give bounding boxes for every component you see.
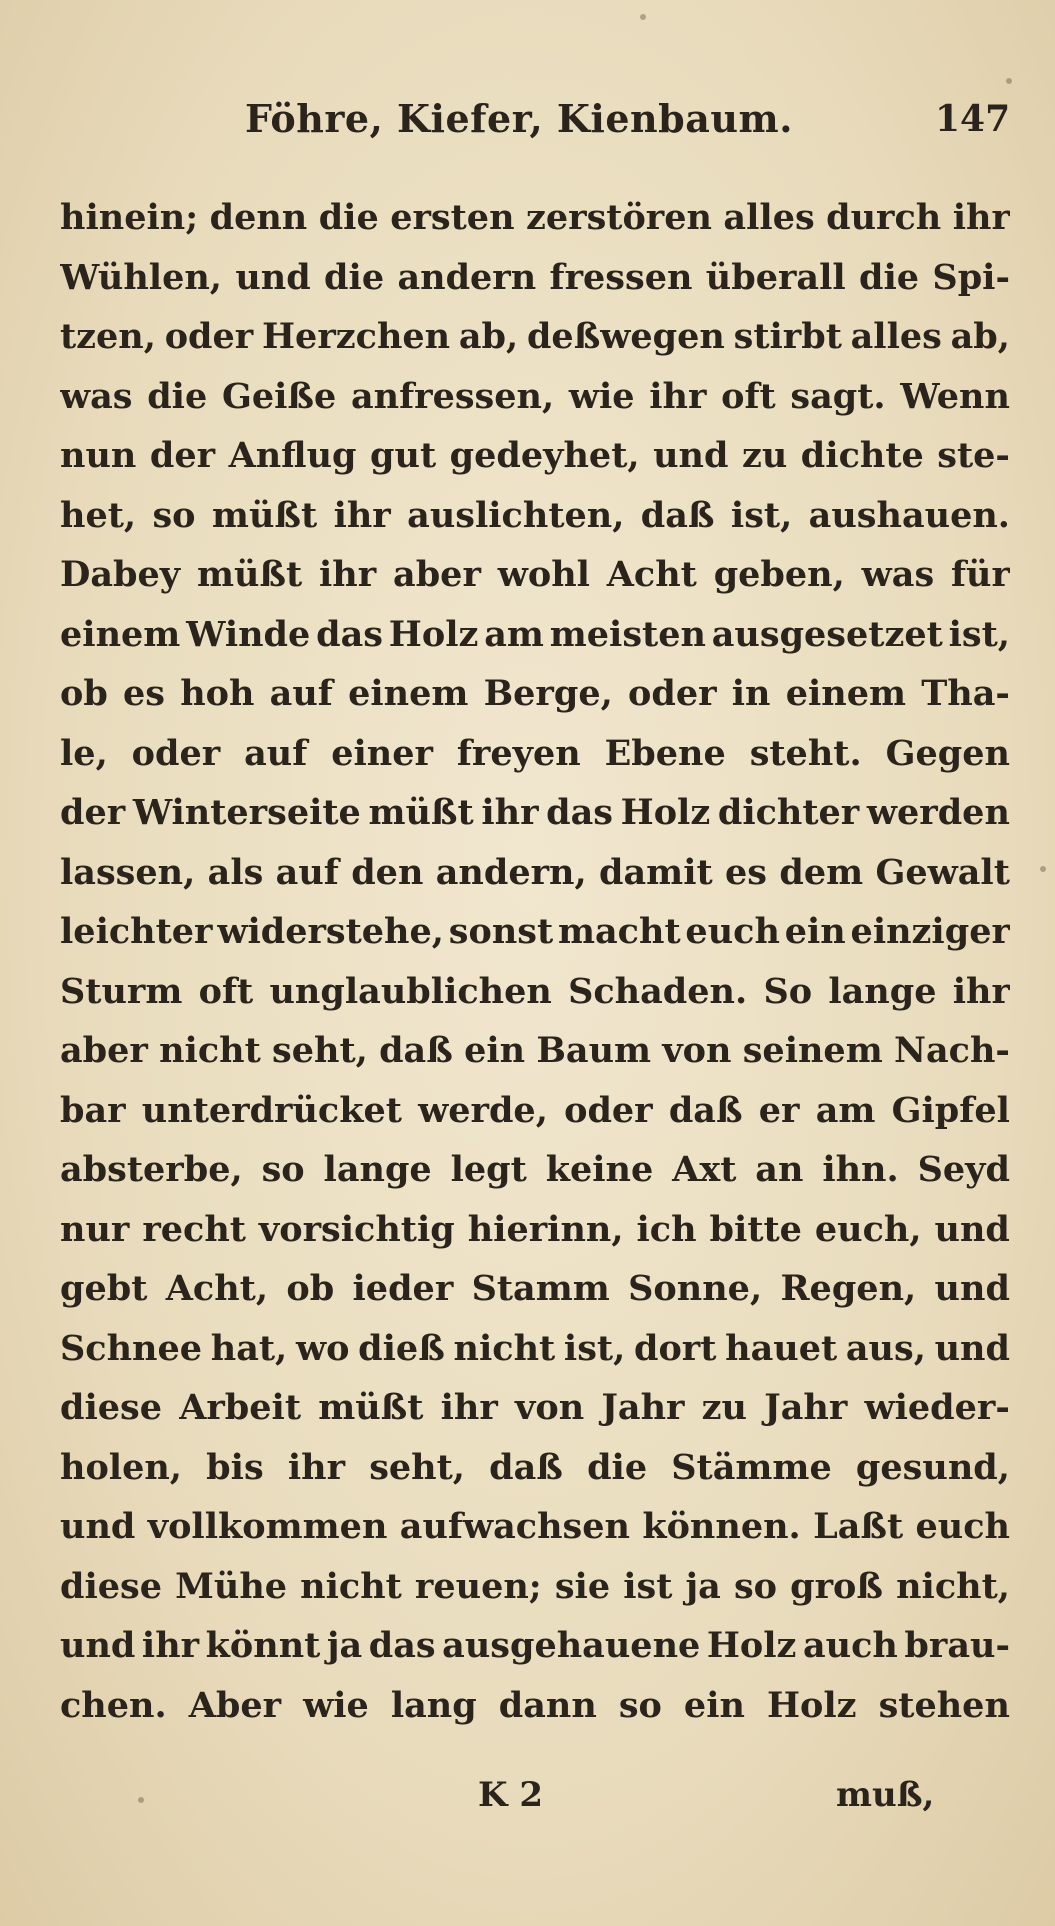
word: ihr <box>952 970 1010 1012</box>
word: lange <box>323 1149 432 1190</box>
word: Acht, <box>165 1268 268 1309</box>
word: vollkommen <box>147 1506 388 1547</box>
word: oder <box>628 673 717 714</box>
running-title: Föhre, Kiefer, Kienbaum. <box>245 96 793 141</box>
word: und <box>934 1268 1010 1309</box>
word: in <box>731 673 771 714</box>
word: chen. <box>60 1684 167 1726</box>
word: gedeyhet, <box>449 435 640 476</box>
word: und <box>235 256 311 298</box>
word: oft <box>198 970 254 1012</box>
word: reuen; <box>414 1565 542 1607</box>
text-line <box>60 1319 1010 1379</box>
text-line <box>60 724 1010 784</box>
word: Wühlen, <box>60 256 222 298</box>
word: unterdrücket <box>141 1089 402 1131</box>
word: müßt <box>318 1387 424 1428</box>
word: le, <box>60 732 108 774</box>
word: oder <box>131 732 221 774</box>
word: wie <box>303 1684 369 1726</box>
word: hauet <box>725 1327 838 1369</box>
word: gebt <box>60 1268 148 1309</box>
word: hinein; <box>60 197 199 238</box>
word: deßwegen <box>526 316 725 357</box>
word: wo <box>295 1327 350 1369</box>
word: sie <box>554 1565 611 1607</box>
word: meisten <box>549 613 706 655</box>
word: ja <box>326 1625 363 1666</box>
word: Holz <box>620 792 711 833</box>
word: dichter <box>717 792 860 833</box>
word: ihr <box>141 1625 200 1666</box>
text-line <box>60 545 1010 605</box>
text-line <box>60 1081 1010 1141</box>
word: zu <box>741 435 788 476</box>
text-line <box>60 486 1010 546</box>
word: einem <box>60 613 181 655</box>
word: ihr <box>649 375 707 417</box>
word: aber <box>393 554 481 595</box>
text-line <box>60 1378 1010 1438</box>
word: Spi- <box>932 256 1010 298</box>
word: Berge, <box>483 673 613 714</box>
word: Geiße <box>221 375 337 417</box>
word: für <box>950 554 1010 595</box>
word: damit <box>599 851 713 893</box>
word: seht, <box>272 1030 368 1071</box>
word: Stamm <box>471 1268 610 1309</box>
word: Wenn <box>900 375 1010 417</box>
text-line <box>60 1557 1010 1617</box>
word: und <box>934 1208 1010 1250</box>
word: ob <box>286 1268 335 1309</box>
word: ab, <box>458 316 519 357</box>
word: Anflug <box>228 435 357 476</box>
word: Jahr <box>601 1387 685 1428</box>
word: nicht, <box>896 1565 1010 1607</box>
word: brau- <box>904 1625 1010 1666</box>
word: so <box>261 1149 305 1190</box>
word: daß <box>379 1030 453 1071</box>
word: lang <box>390 1684 477 1726</box>
text-line <box>60 843 1010 903</box>
word: ihr <box>952 197 1010 238</box>
word: die <box>318 197 379 238</box>
word: Winde <box>186 613 311 655</box>
word: müßt <box>211 494 318 536</box>
word: andern, <box>435 851 587 893</box>
word: ieder <box>352 1268 454 1309</box>
word: gut <box>370 435 437 476</box>
word: so <box>152 494 196 536</box>
word: ihr <box>287 1446 346 1488</box>
word: unglaublichen <box>269 970 552 1012</box>
text-line <box>60 1616 1010 1676</box>
word: recht <box>142 1208 246 1250</box>
word: hat, <box>210 1327 288 1369</box>
word: Holz <box>706 1625 797 1666</box>
word: hierinn, <box>467 1208 624 1250</box>
word: ihn. <box>822 1149 899 1190</box>
text-line <box>60 426 1010 486</box>
word: zerstören <box>525 197 712 238</box>
word: Axt <box>672 1149 737 1190</box>
word: ist <box>623 1565 673 1607</box>
word: fressen <box>549 256 693 298</box>
word: von <box>662 1030 732 1071</box>
text-line <box>60 1438 1010 1498</box>
paper-speck <box>640 14 646 20</box>
word: macht <box>557 911 681 952</box>
word: geben, <box>713 554 845 595</box>
word: als <box>207 851 264 893</box>
word: ausgesetzet <box>711 613 943 655</box>
word: aushauen. <box>808 494 1010 536</box>
word: ist, <box>948 613 1010 655</box>
word: dieß <box>358 1327 445 1369</box>
word: Laßt <box>813 1506 904 1547</box>
text-line <box>60 1259 1010 1319</box>
word: und <box>934 1327 1010 1369</box>
word: dann <box>498 1684 597 1726</box>
word: sagt. <box>790 375 886 417</box>
word: nur <box>60 1208 130 1250</box>
word: Stämme <box>671 1446 832 1488</box>
word: Seyd <box>917 1149 1010 1190</box>
word: einem <box>348 673 469 714</box>
word: dem <box>779 851 864 893</box>
word: alles <box>850 316 942 357</box>
word: Nach- <box>894 1030 1010 1071</box>
word: nun <box>60 435 137 476</box>
word: Sonne, <box>628 1268 763 1309</box>
page-number: 147 <box>935 98 1011 140</box>
word: ersten <box>390 197 515 238</box>
word: auslichten, <box>407 494 625 536</box>
word: so <box>733 1565 778 1607</box>
paper-speck <box>138 1797 144 1803</box>
word: nicht <box>159 1030 261 1071</box>
word: Dabey <box>60 554 181 595</box>
word: andern <box>397 256 537 298</box>
word: gesund, <box>855 1446 1010 1488</box>
word: Tha- <box>921 673 1010 714</box>
page-header <box>0 96 1055 156</box>
word: der <box>60 792 126 833</box>
text-line <box>60 1140 1010 1200</box>
word: oder <box>164 316 254 357</box>
word: zu <box>701 1387 747 1428</box>
word: alles <box>723 197 815 238</box>
word: lassen, <box>60 851 196 893</box>
word: het, <box>60 494 137 536</box>
word: freyen <box>456 732 581 774</box>
text-line <box>60 248 1010 308</box>
text-body <box>60 188 1010 1735</box>
word: müßt <box>368 792 474 833</box>
word: der <box>149 435 216 476</box>
word: vorsichtig <box>258 1208 455 1250</box>
word: euch <box>915 1506 1010 1547</box>
word: die <box>324 256 385 298</box>
text-line <box>60 307 1010 367</box>
word: ab, <box>950 316 1010 357</box>
word: euch, <box>814 1208 922 1250</box>
word: und <box>653 435 729 476</box>
word: Ebene <box>604 732 726 774</box>
word: am <box>815 1089 876 1131</box>
word: Mühe <box>175 1565 288 1607</box>
word: so <box>618 1684 662 1726</box>
word: Arbeit <box>179 1387 302 1428</box>
word: So <box>763 970 813 1012</box>
word: wie <box>568 375 635 417</box>
word: stehen <box>878 1684 1010 1726</box>
word: bar <box>60 1089 126 1131</box>
word: Holz <box>388 613 479 655</box>
word: groß <box>790 1565 883 1607</box>
word: könnt <box>205 1625 321 1666</box>
word: daß <box>489 1446 563 1488</box>
word: am <box>484 613 544 655</box>
word: ihr <box>440 1387 498 1428</box>
word: es <box>725 851 767 893</box>
word: Gegen <box>885 732 1010 774</box>
word: legt <box>450 1149 527 1190</box>
word: Jahr <box>764 1387 848 1428</box>
word: bitte <box>709 1208 802 1250</box>
word: Regen, <box>780 1268 917 1309</box>
word: widerstehe, <box>217 911 444 952</box>
word: daß <box>640 494 715 536</box>
word: Schnee <box>60 1327 203 1369</box>
word: er <box>758 1089 800 1131</box>
text-line <box>60 1200 1010 1260</box>
word: das <box>316 613 383 655</box>
word: von <box>515 1387 585 1428</box>
word: seht, <box>369 1446 465 1488</box>
word: nicht <box>300 1565 402 1607</box>
word: Baum <box>536 1030 652 1071</box>
word: einer <box>331 732 433 774</box>
word: auf <box>269 673 333 714</box>
word: und <box>60 1625 136 1666</box>
word: die <box>859 256 920 298</box>
word: auf <box>244 732 308 774</box>
word: keine <box>545 1149 654 1190</box>
word: wieder- <box>864 1387 1010 1428</box>
word: überall <box>705 256 846 298</box>
word: auf <box>275 851 339 893</box>
text-line <box>60 664 1010 724</box>
text-line <box>60 962 1010 1022</box>
word: anfressen, <box>350 375 555 417</box>
word: ihr <box>319 554 377 595</box>
word: ste- <box>937 435 1010 476</box>
word: Holz <box>766 1684 857 1726</box>
word: Schaden. <box>568 970 748 1012</box>
word: Acht <box>606 554 697 595</box>
word: nicht <box>453 1327 556 1369</box>
word: die <box>147 375 208 417</box>
word: müßt <box>196 554 303 595</box>
word: ihr <box>333 494 391 536</box>
word: holen, <box>60 1446 182 1488</box>
word: hoh <box>180 673 255 714</box>
word: das <box>546 792 613 833</box>
word: können. <box>642 1506 801 1547</box>
word: und <box>60 1506 136 1547</box>
word: ein <box>683 1684 745 1726</box>
word: stirbt <box>733 316 842 357</box>
word: seinem <box>742 1030 883 1071</box>
word: tzen, <box>60 316 156 357</box>
word: Winterseite <box>132 792 361 833</box>
word: das <box>368 1625 436 1666</box>
word: ein <box>464 1030 526 1071</box>
word: die <box>587 1446 648 1488</box>
word: ist, <box>563 1327 626 1369</box>
word: diese <box>60 1387 163 1428</box>
word: ausgehauene <box>442 1625 701 1666</box>
word: was <box>60 375 133 417</box>
word: es <box>123 673 166 714</box>
catchword: muß, <box>836 1775 935 1815</box>
paper-speck <box>1006 78 1012 84</box>
text-line <box>60 1021 1010 1081</box>
text-line <box>60 902 1010 962</box>
word: aus, <box>845 1327 926 1369</box>
word: oder <box>564 1089 653 1131</box>
text-line <box>60 1676 1010 1736</box>
text-line <box>60 1497 1010 1557</box>
word: daß <box>668 1089 743 1131</box>
word: oft <box>721 375 776 417</box>
word: ja <box>685 1565 721 1607</box>
word: absterbe, <box>60 1149 243 1190</box>
word: steht. <box>749 732 862 774</box>
word: diese <box>60 1565 163 1607</box>
word: sonst <box>448 911 554 952</box>
word: wohl <box>497 554 590 595</box>
paper-speck <box>1040 866 1046 872</box>
word: einziger <box>850 911 1010 952</box>
word: durch <box>826 197 942 238</box>
signature-mark: K 2 <box>478 1775 544 1815</box>
word: was <box>861 554 935 595</box>
word: ich <box>636 1208 697 1250</box>
word: den <box>351 851 424 893</box>
word: dichte <box>800 435 924 476</box>
word: an <box>755 1149 804 1190</box>
word: bis <box>206 1446 264 1488</box>
page-footer <box>0 1775 1055 1831</box>
word: werden <box>866 792 1010 833</box>
word: Sturm <box>60 970 183 1012</box>
word: Herzchen <box>261 316 451 357</box>
text-line <box>60 605 1010 665</box>
word: leichter <box>60 911 213 952</box>
text-line <box>60 367 1010 427</box>
word: Gipfel <box>891 1089 1010 1131</box>
word: auch <box>802 1625 898 1666</box>
word: dort <box>633 1327 717 1369</box>
word: ob <box>60 673 108 714</box>
word: ein <box>784 911 846 952</box>
word: Aber <box>188 1684 282 1726</box>
word: ist, <box>730 494 793 536</box>
word: aufwachsen <box>399 1506 630 1547</box>
word: euch <box>685 911 780 952</box>
word: Gewalt <box>875 851 1010 893</box>
word: werde, <box>418 1089 548 1131</box>
word: einem <box>785 673 906 714</box>
word: aber <box>60 1030 148 1071</box>
word: denn <box>209 197 308 238</box>
word: ihr <box>481 792 539 833</box>
text-line <box>60 188 1010 248</box>
word: lange <box>828 970 937 1012</box>
text-line <box>60 783 1010 843</box>
